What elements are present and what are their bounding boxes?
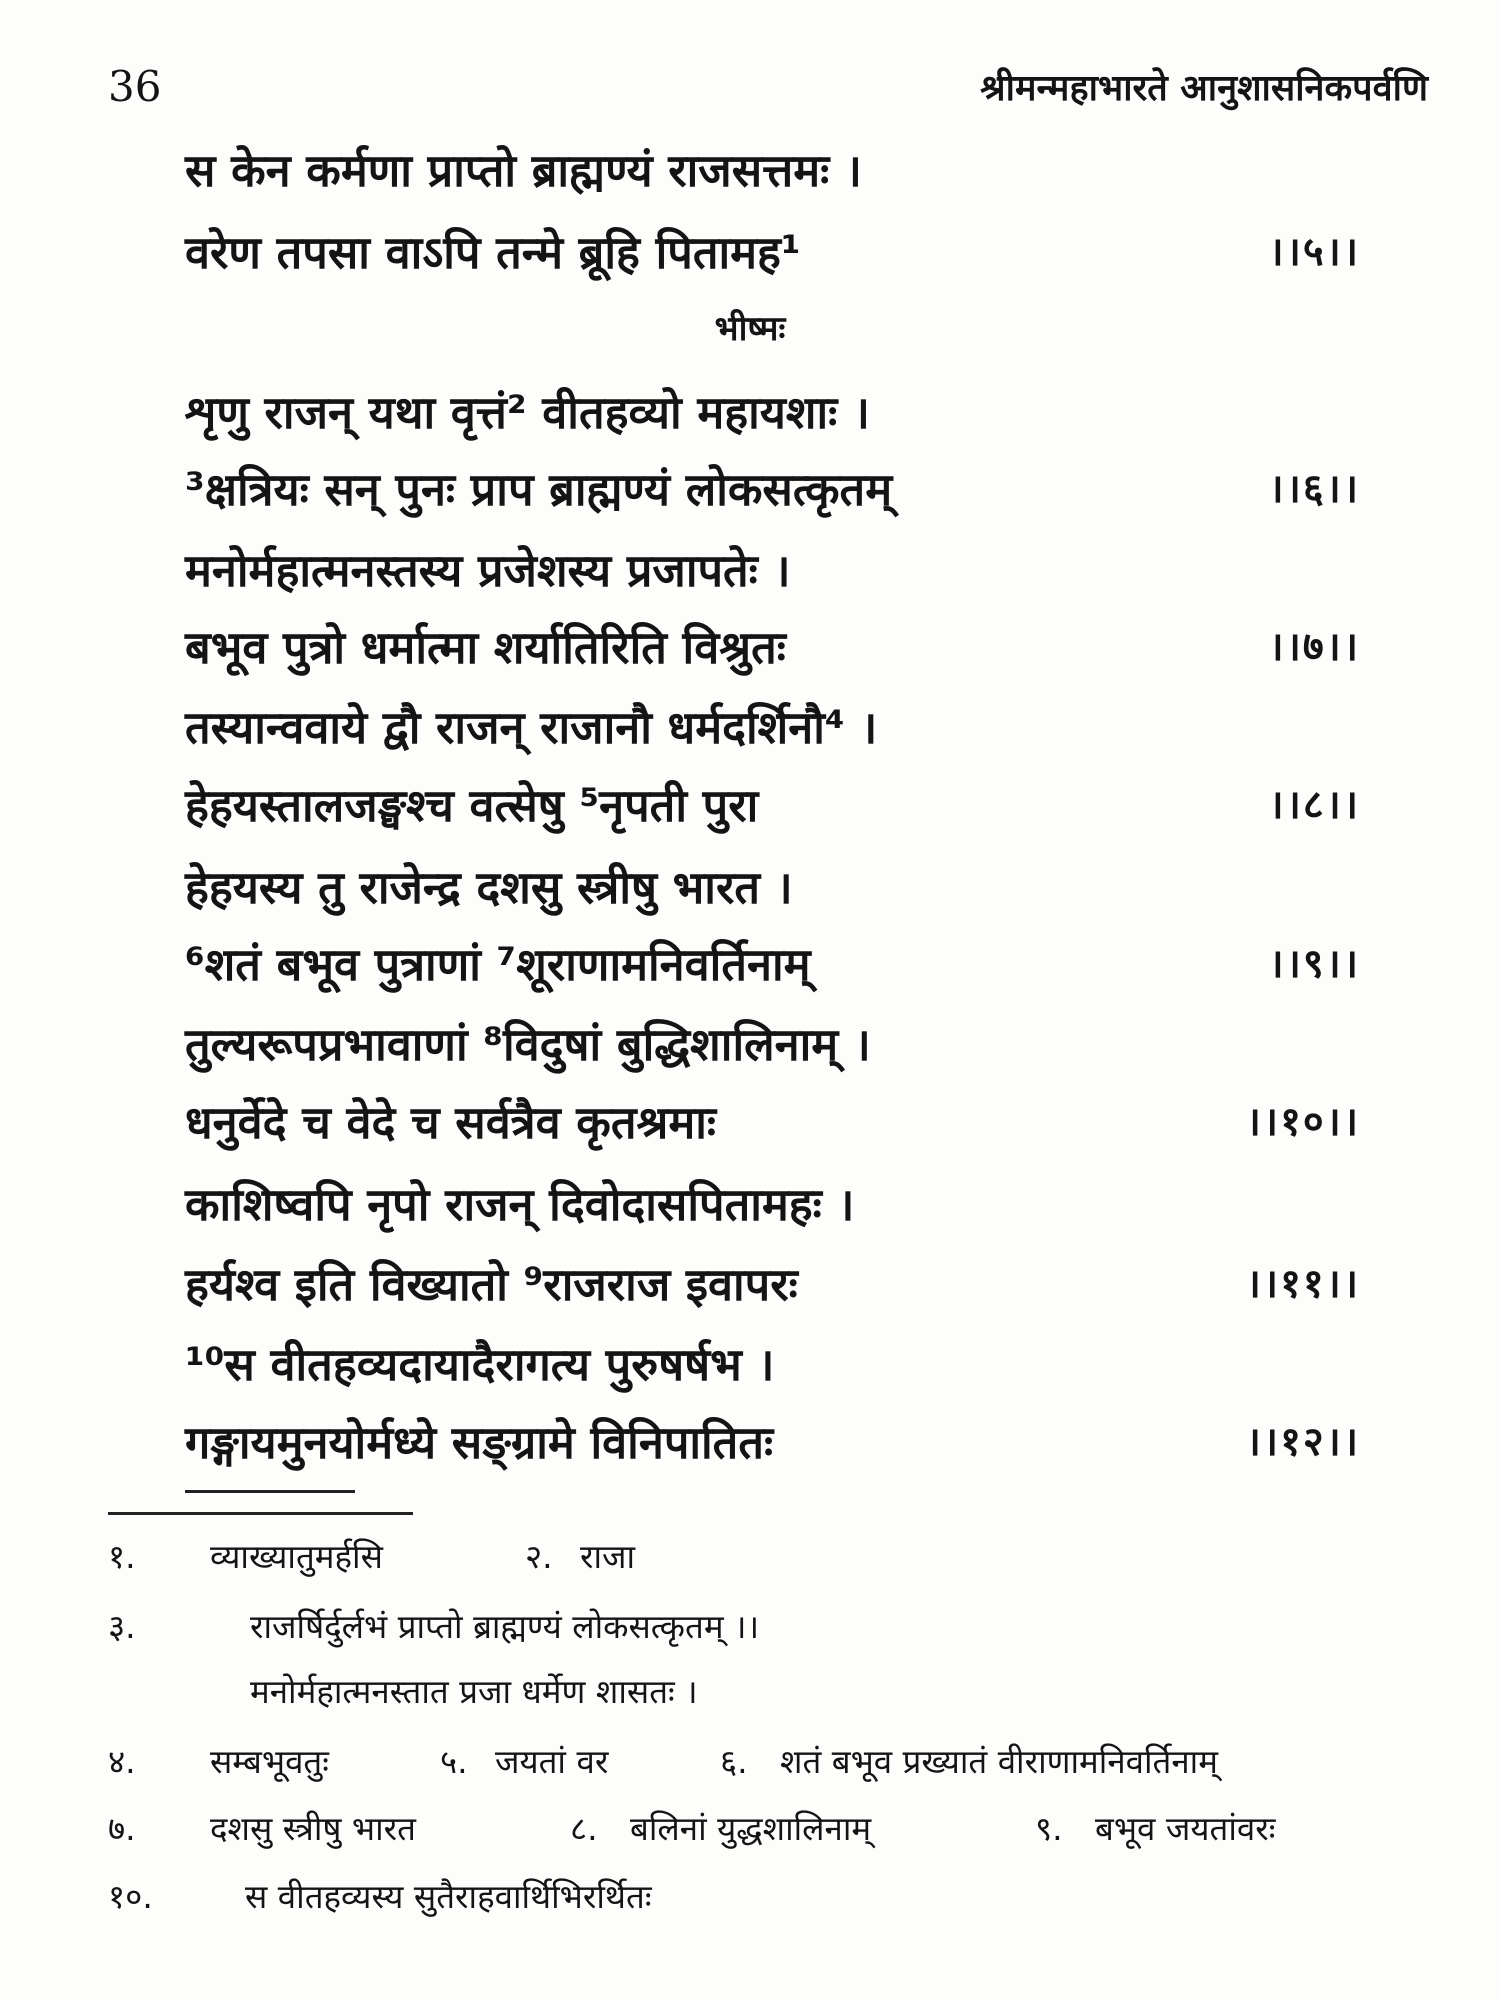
footnote-text: शतं बभूव प्रख्यातं वीराणामनिवर्तिनाम् bbox=[780, 1742, 1218, 1781]
footnote-marker: ९. bbox=[1035, 1809, 1063, 1848]
verse-line: हेहयस्तालजङ्घश्च वत्सेषु ⁵नृपती पुरा bbox=[185, 779, 759, 832]
verse-line: तुल्यरूपप्रभावाणां ⁸विदुषां बुद्धिशालिनाम् । bbox=[185, 1018, 871, 1071]
verse-number: ।।१२।। bbox=[1245, 1419, 1360, 1465]
verse-number: ।।८।। bbox=[1268, 782, 1360, 828]
verse-number: ।।७।। bbox=[1268, 624, 1360, 670]
footnote-marker: ६. bbox=[720, 1742, 748, 1781]
page-header bbox=[108, 62, 1428, 122]
verse-line: ⁶शतं बभूव पुत्राणां ⁷शूराणामनिवर्तिनाम् bbox=[185, 938, 811, 991]
footnote-text: बभूव जयतांवरः bbox=[1095, 1809, 1276, 1848]
verse-number: ।।११।। bbox=[1245, 1261, 1360, 1307]
footnote-text: जयतां वर bbox=[495, 1742, 609, 1781]
footnote-marker: २. bbox=[525, 1537, 553, 1576]
footnote-marker: १. bbox=[108, 1537, 136, 1576]
footnote-separator bbox=[108, 1512, 413, 1515]
speaker-heading: भीष्मः bbox=[714, 309, 786, 349]
footnote-text: स वीतहव्यस्य सुतैराहवार्थिभिरर्थितः bbox=[245, 1877, 652, 1916]
footnote-marker: ७. bbox=[108, 1809, 136, 1848]
verse-line: गङ्गायमुनयोर्मध्ये सङ्ग्रामे विनिपातितः bbox=[185, 1416, 774, 1469]
footnote-text: राजर्षिर्दुर्लभं प्राप्तो ब्राह्मण्यं लोकसत्कृतम् ।। bbox=[250, 1607, 760, 1646]
verse-line: ³क्षत्रियः सन् पुनः प्राप ब्राह्मण्यं लोकसत्कृतम् bbox=[185, 463, 893, 516]
footnote-marker: ५. bbox=[440, 1742, 468, 1781]
underline-rule bbox=[185, 1490, 355, 1493]
verse-number: ।।१०।। bbox=[1245, 1099, 1360, 1145]
footnote-marker: ८. bbox=[570, 1809, 598, 1848]
verse-number: ।।६।। bbox=[1268, 466, 1360, 512]
verse-line: ¹⁰स वीतहव्यदायादैरागत्य पुरुषर्षभ । bbox=[185, 1338, 775, 1391]
verse-line: स केन कर्मणा प्राप्तो ब्राह्मण्यं राजसत्तमः । bbox=[185, 144, 862, 197]
footnote-text: राजा bbox=[580, 1537, 636, 1576]
verse-line: शृणु राजन् यथा वृत्तं² वीतहव्यो महायशाः । bbox=[185, 386, 870, 439]
footnote-text: मनोर्महात्मनस्तात प्रजा धर्मेण शासतः । bbox=[250, 1672, 698, 1711]
verse-number: ।।९।। bbox=[1268, 941, 1360, 987]
verse-line: बभूव पुत्रो धर्मात्मा शर्यातिरिति विश्रुतः bbox=[185, 621, 786, 674]
verse-line: हर्यश्व इति विख्यातो ⁹राजराज इवापरः bbox=[185, 1258, 798, 1311]
footnote-text: सम्बभूवतुः bbox=[210, 1742, 329, 1781]
footnote-marker: ४. bbox=[108, 1742, 136, 1781]
verse-line: वरेण तपसा वाऽपि तन्मे ब्रूहि पितामह¹ bbox=[185, 226, 801, 279]
footnote-text: व्याख्यातुमर्हसि bbox=[210, 1537, 383, 1576]
verse-line: काशिष्वपि नृपो राजन् दिवोदासपितामहः । bbox=[185, 1178, 855, 1231]
verse-line: हेहयस्य तु राजेन्द्र दशसु स्त्रीषु भारत । bbox=[185, 861, 793, 914]
footnote-text: बलिनां युद्धशालिनाम् bbox=[630, 1809, 872, 1848]
page-number: 36 bbox=[108, 62, 162, 111]
verse-line: मनोर्महात्मनस्तस्य प्रजेशस्य प्रजापतेः । bbox=[185, 544, 791, 597]
footnote-marker: ३. bbox=[108, 1607, 136, 1646]
verse-line: तस्यान्ववाये द्वौ राजन् राजानौ धर्मदर्शिनौ⁴ । bbox=[185, 701, 878, 754]
verse-line: धनुर्वेदे च वेदे च सर्वत्रैव कृतश्रमाः bbox=[185, 1096, 716, 1149]
verse-number: ।।५।। bbox=[1268, 229, 1360, 275]
running-head: श्रीमन्महाभारते आनुशासनिकपर्वणि bbox=[980, 68, 1428, 109]
footnote-text: दशसु स्त्रीषु भारत bbox=[210, 1809, 416, 1848]
footnote-marker: १०. bbox=[108, 1877, 153, 1916]
